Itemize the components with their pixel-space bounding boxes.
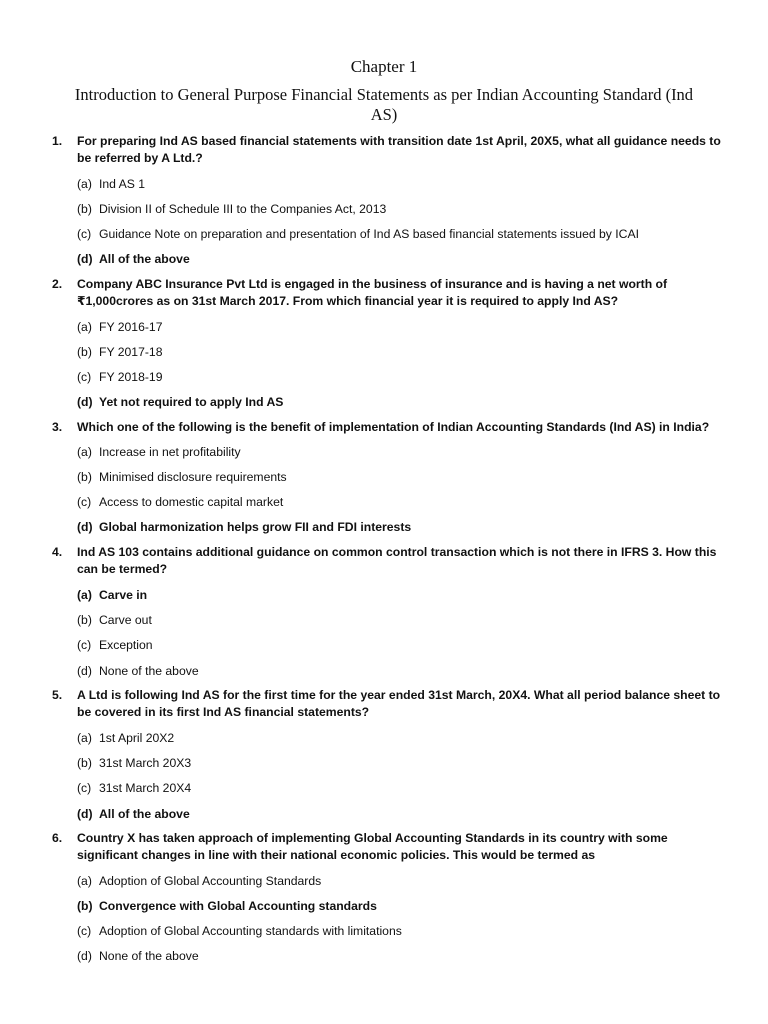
option-text: Division II of Schedule III to the Companies Act, 2013	[99, 202, 387, 216]
option-label: (b)	[77, 202, 92, 216]
option-2b	[77, 344, 717, 360]
option-text: Carve in	[99, 588, 148, 602]
option-label: (a)	[77, 320, 92, 334]
option-5a	[77, 730, 717, 746]
option-label: (d)	[77, 252, 93, 266]
option-text: All of the above	[99, 252, 190, 266]
option-text: 31st March 20X3	[99, 756, 192, 770]
option-text: Yet not required to apply Ind AS	[99, 395, 284, 409]
option-4d	[77, 663, 717, 679]
option-label: (d)	[77, 807, 93, 821]
question-number: 2.	[52, 277, 63, 291]
option-label: (c)	[77, 924, 92, 938]
option-2d-answer	[77, 394, 717, 410]
option-1a	[77, 176, 717, 192]
option-text: Convergence with Global Accounting standards	[99, 899, 377, 913]
option-label: (a)	[77, 177, 92, 191]
option-text: Guidance Note on preparation and presentation of Ind AS based financial statements issued by ICAI	[99, 227, 639, 241]
option-label: (c)	[77, 495, 92, 509]
question-text: Ind AS 103 contains additional guidance on common control transaction which is not there in IFRS 3. How this can be termed?	[77, 545, 717, 576]
option-label: (d)	[77, 664, 92, 678]
option-text: Ind AS 1	[99, 177, 146, 191]
option-1d-answer	[77, 251, 717, 267]
question-1	[52, 133, 722, 167]
option-text: Carve out	[99, 613, 152, 627]
question-text: Company ABC Insurance Pvt Ltd is engaged in the business of insurance and is having a net worth of ₹1,000crores as on 31st March 2017. From which financial year it is required to apply Ind AS?	[77, 277, 668, 308]
question-number: 1.	[52, 134, 63, 148]
option-label: (a)	[77, 588, 92, 602]
option-label: (c)	[77, 370, 92, 384]
option-4a-answer	[77, 587, 717, 603]
option-text: Access to domestic capital market	[99, 495, 284, 509]
question-number: 6.	[52, 831, 63, 845]
option-5b	[77, 755, 717, 771]
option-4b	[77, 612, 717, 628]
chapter-title: Introduction to General Purpose Financial Statements as per Indian Accounting Standard (Ind AS)	[74, 85, 694, 124]
option-label: (b)	[77, 345, 92, 359]
option-6b-answer	[77, 898, 717, 914]
option-label: (d)	[77, 949, 92, 963]
question-text: Country X has taken approach of implementing Global Accounting Standards in its country with some significant changes in line with their national economic policies. This would be termed as	[77, 831, 668, 862]
question-text: A Ltd is following Ind AS for the first time for the year ended 31st March, 20X4. What all period balance sheet to be covered in its first Ind AS financial statements?	[77, 688, 721, 719]
option-text: Adoption of Global Accounting standards with limitations	[99, 924, 402, 938]
option-2c	[77, 369, 717, 385]
question-4	[52, 544, 722, 578]
option-text: Adoption of Global Accounting Standards	[99, 874, 322, 888]
option-2a	[77, 319, 717, 335]
option-label: (a)	[77, 731, 92, 745]
option-label: (c)	[77, 227, 92, 241]
option-label: (d)	[77, 520, 93, 534]
option-1b	[77, 201, 717, 217]
option-text: None of the above	[99, 949, 199, 963]
option-text: 31st March 20X4	[99, 781, 192, 795]
question-number: 4.	[52, 545, 63, 559]
option-text: FY 2016-17	[99, 320, 163, 334]
option-label: (c)	[77, 638, 92, 652]
option-text: None of the above	[99, 664, 199, 678]
option-text: Minimised disclosure requirements	[99, 470, 287, 484]
option-6c	[77, 923, 717, 939]
option-label: (b)	[77, 899, 93, 913]
option-3d-answer	[77, 519, 717, 535]
option-6a	[77, 873, 717, 889]
option-label: (b)	[77, 613, 92, 627]
question-text: For preparing Ind AS based financial statements with transition date 1st April, 20X5, what all guidance needs to be referred by A Ltd.?	[77, 134, 721, 165]
option-label: (b)	[77, 470, 92, 484]
question-5	[52, 687, 722, 721]
option-label: (d)	[77, 395, 93, 409]
option-text: Increase in net profitability	[99, 445, 241, 459]
question-3	[52, 419, 722, 436]
option-5c	[77, 780, 717, 796]
option-3b	[77, 469, 717, 485]
option-label: (b)	[77, 756, 92, 770]
chapter-heading: Chapter 1	[350, 57, 418, 76]
option-text: Exception	[99, 638, 153, 652]
question-2	[52, 276, 722, 310]
option-label: (c)	[77, 781, 92, 795]
option-3a	[77, 444, 717, 460]
question-6	[52, 830, 722, 864]
option-6d	[77, 948, 717, 964]
option-text: Global harmonization helps grow FII and FDI interests	[99, 520, 412, 534]
option-text: FY 2017-18	[99, 345, 163, 359]
option-4c	[77, 637, 717, 653]
option-3c	[77, 494, 717, 510]
question-number: 5.	[52, 688, 63, 702]
option-text: All of the above	[99, 807, 190, 821]
option-text: 1st April 20X2	[99, 731, 175, 745]
question-text: Which one of the following is the benefit of implementation of Indian Accounting Standards (Ind AS) in India?	[77, 420, 710, 434]
option-label: (a)	[77, 874, 92, 888]
option-1c	[77, 226, 717, 242]
option-5d-answer	[77, 806, 717, 822]
option-text: FY 2018-19	[99, 370, 163, 384]
question-number: 3.	[52, 420, 63, 434]
option-label: (a)	[77, 445, 92, 459]
